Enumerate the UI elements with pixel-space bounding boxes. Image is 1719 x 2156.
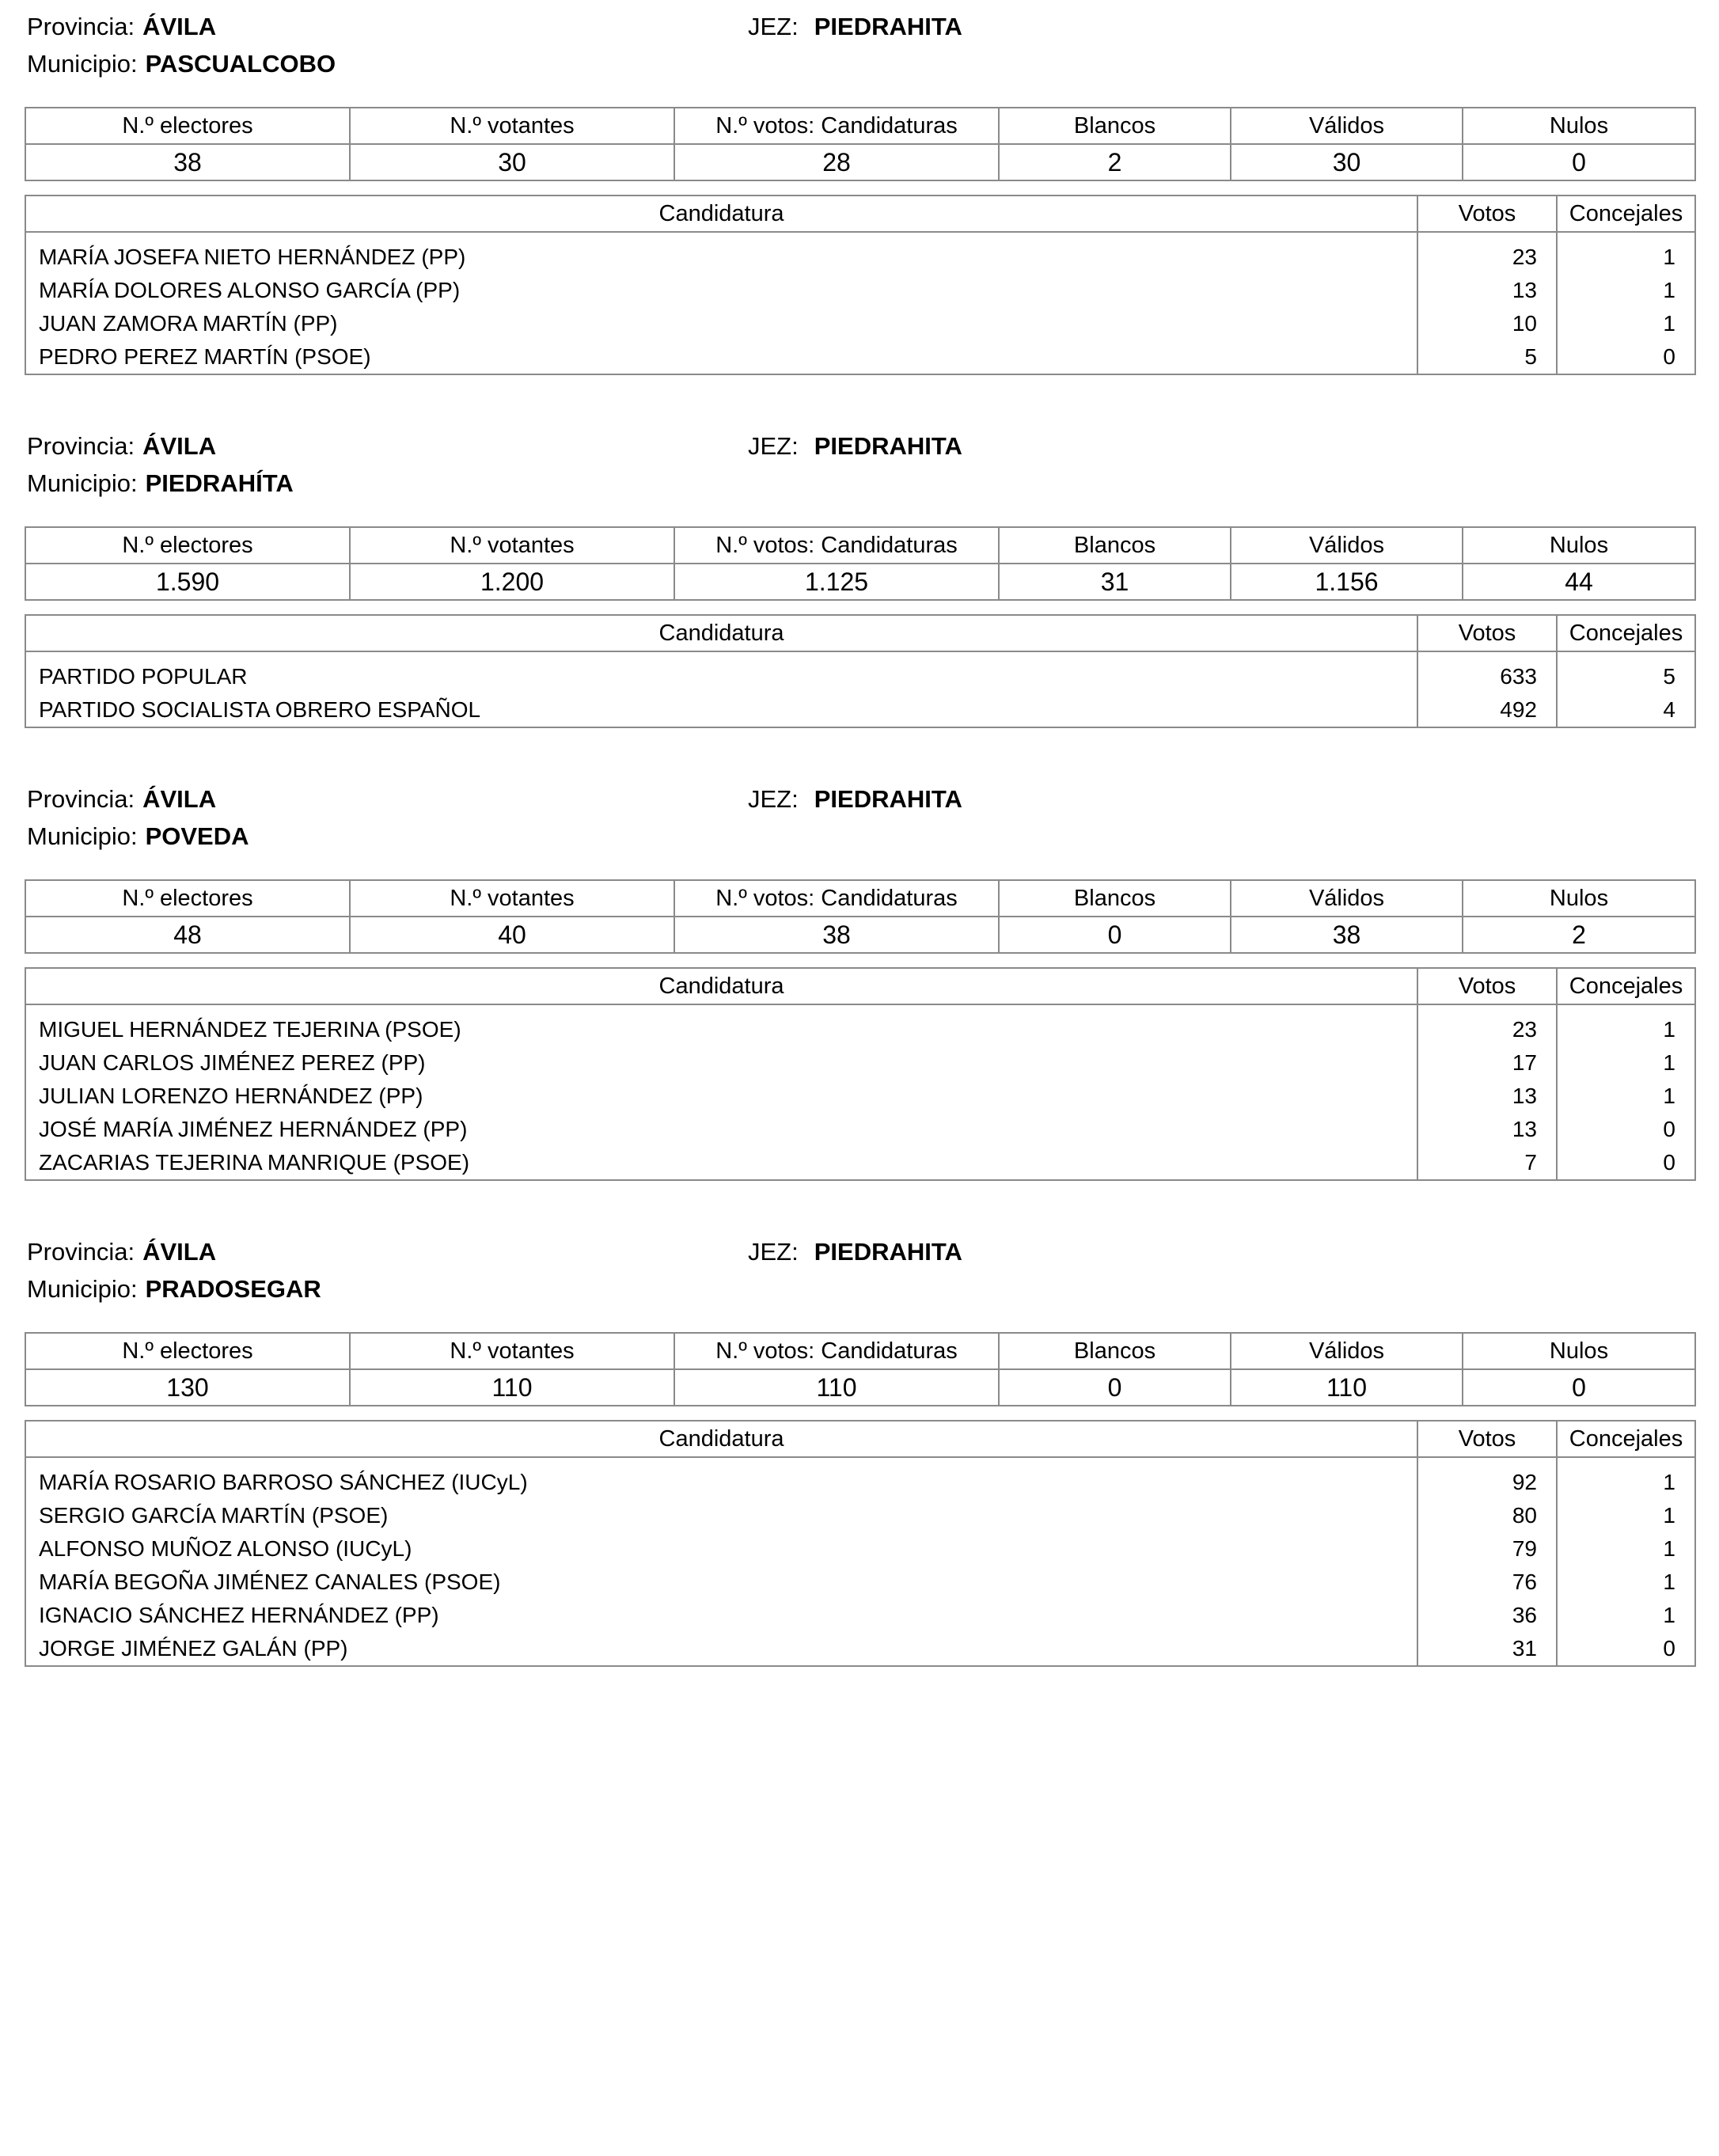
candidate-concejales: 5 xyxy=(1663,664,1675,689)
jez-line xyxy=(748,432,962,461)
candidates-header-row xyxy=(25,615,1695,651)
candidates-table xyxy=(25,1420,1696,1667)
candidate-votos: 23 xyxy=(1512,245,1537,269)
candidate-concejales-column xyxy=(1557,232,1695,374)
municipio-line xyxy=(27,50,336,78)
candidate-concejales: 1 xyxy=(1663,1017,1675,1042)
candidate-concejales: 1 xyxy=(1663,1503,1675,1528)
stats-value-electores: 130 xyxy=(25,1369,350,1406)
candidates-header-row xyxy=(25,1421,1695,1457)
provincia-value: ÁVILA xyxy=(142,1238,217,1266)
candidate-votos-column xyxy=(1417,1004,1557,1180)
stats-table xyxy=(25,1332,1696,1406)
provincia-label: Provincia: xyxy=(27,13,135,40)
stats-value-electores: 1.590 xyxy=(25,564,350,600)
candidate-concejales: 1 xyxy=(1663,1603,1675,1627)
stats-header-votantes: N.º votantes xyxy=(350,1333,674,1369)
stats-value-candidaturas: 28 xyxy=(674,144,999,180)
candidate-name: MIGUEL HERNÁNDEZ TEJERINA (PSOE) xyxy=(39,1017,461,1042)
provincia-line xyxy=(27,13,216,41)
candidatura-header: Candidatura xyxy=(25,195,1417,232)
provincia-line xyxy=(27,432,216,461)
candidate-concejales: 1 xyxy=(1663,278,1675,302)
candidate-concejales-column xyxy=(1557,1457,1695,1666)
candidate-name: SERGIO GARCÍA MARTÍN (PSOE) xyxy=(39,1503,389,1528)
candidate-votos: 5 xyxy=(1524,344,1537,369)
stats-header-row xyxy=(25,108,1695,144)
stats-value-candidaturas: 38 xyxy=(674,917,999,953)
stats-header-row xyxy=(25,880,1695,917)
candidate-names-column xyxy=(25,1004,1417,1180)
stats-value-nulos: 2 xyxy=(1463,917,1695,953)
candidate-votos: 492 xyxy=(1500,697,1537,722)
concejales-header: Concejales xyxy=(1557,968,1695,1004)
candidate-name: PARTIDO POPULAR xyxy=(39,664,248,689)
candidate-name: IGNACIO SÁNCHEZ HERNÁNDEZ (PP) xyxy=(39,1603,439,1627)
votos-header: Votos xyxy=(1417,1421,1557,1457)
stats-value-blancos: 2 xyxy=(999,144,1231,180)
stats-header-row xyxy=(25,527,1695,564)
stats-value-validos: 38 xyxy=(1231,917,1463,953)
candidate-name: MARÍA ROSARIO BARROSO SÁNCHEZ (IUCyL) xyxy=(39,1470,528,1494)
concejales-header: Concejales xyxy=(1557,615,1695,651)
candidate-votos: 13 xyxy=(1512,1084,1537,1108)
stats-header-votantes: N.º votantes xyxy=(350,527,674,564)
candidate-name: MARÍA JOSEFA NIETO HERNÁNDEZ (PP) xyxy=(39,245,466,269)
candidate-concejales: 1 xyxy=(1663,1470,1675,1494)
candidate-names-column xyxy=(25,651,1417,727)
jez-label: JEZ: xyxy=(748,13,799,40)
candidatura-header: Candidatura xyxy=(25,968,1417,1004)
stats-header-row xyxy=(25,1333,1695,1369)
stats-header-blancos: Blancos xyxy=(999,527,1231,564)
stats-header-blancos: Blancos xyxy=(999,880,1231,917)
candidate-votos: 7 xyxy=(1524,1150,1537,1175)
municipio-line xyxy=(27,822,249,851)
candidate-votos: 23 xyxy=(1512,1017,1537,1042)
stats-value-validos: 30 xyxy=(1231,144,1463,180)
stats-header-nulos: Nulos xyxy=(1463,1333,1695,1369)
candidate-votos: 79 xyxy=(1512,1536,1537,1561)
jez-label: JEZ: xyxy=(748,785,799,813)
stats-value-validos: 110 xyxy=(1231,1369,1463,1406)
stats-header-electores: N.º electores xyxy=(25,880,350,917)
candidates-body-row xyxy=(25,232,1695,374)
candidate-concejales-column xyxy=(1557,651,1695,727)
candidate-name: JORGE JIMÉNEZ GALÁN (PP) xyxy=(39,1636,348,1661)
municipio-value: PASCUALCOBO xyxy=(145,50,336,78)
jez-value: PIEDRAHITA xyxy=(814,785,962,813)
votos-header: Votos xyxy=(1417,195,1557,232)
stats-header-votantes: N.º votantes xyxy=(350,108,674,144)
stats-header-electores: N.º electores xyxy=(25,108,350,144)
candidate-concejales: 1 xyxy=(1663,1084,1675,1108)
municipio-label: Municipio: xyxy=(27,50,138,78)
stats-value-blancos: 0 xyxy=(999,1369,1231,1406)
candidate-name: JUAN CARLOS JIMÉNEZ PEREZ (PP) xyxy=(39,1050,426,1075)
candidates-header-row xyxy=(25,195,1695,232)
candidates-table xyxy=(25,614,1696,728)
candidate-concejales: 0 xyxy=(1663,1150,1675,1175)
stats-header-candidaturas-votos: N.º votos: Candidaturas xyxy=(674,1333,999,1369)
stats-value-row xyxy=(25,1369,1695,1406)
stats-header-electores: N.º electores xyxy=(25,1333,350,1369)
stats-header-blancos: Blancos xyxy=(999,1333,1231,1369)
stats-header-votantes: N.º votantes xyxy=(350,880,674,917)
stats-table xyxy=(25,879,1696,954)
candidate-name: JULIAN LORENZO HERNÁNDEZ (PP) xyxy=(39,1084,423,1108)
jez-line xyxy=(748,785,962,814)
candidate-votos: 36 xyxy=(1512,1603,1537,1627)
candidate-names-column xyxy=(25,1457,1417,1666)
stats-header-validos: Válidos xyxy=(1231,880,1463,917)
candidate-names-column xyxy=(25,232,1417,374)
stats-value-row xyxy=(25,564,1695,600)
candidate-concejales: 0 xyxy=(1663,344,1675,369)
stats-header-blancos: Blancos xyxy=(999,108,1231,144)
provincia-label: Provincia: xyxy=(27,432,135,460)
candidate-concejales: 1 xyxy=(1663,1570,1675,1594)
candidate-votos-column xyxy=(1417,232,1557,374)
candidate-name: PARTIDO SOCIALISTA OBRERO ESPAÑOL xyxy=(39,697,481,722)
provincia-value: ÁVILA xyxy=(142,785,217,813)
candidate-concejales: 0 xyxy=(1663,1117,1675,1141)
candidate-name: MARÍA BEGOÑA JIMÉNEZ CANALES (PSOE) xyxy=(39,1570,501,1594)
stats-header-electores: N.º electores xyxy=(25,527,350,564)
jez-value: PIEDRAHITA xyxy=(814,13,962,40)
jez-value: PIEDRAHITA xyxy=(814,1238,962,1266)
stats-value-candidaturas: 1.125 xyxy=(674,564,999,600)
stats-header-nulos: Nulos xyxy=(1463,108,1695,144)
stats-value-blancos: 0 xyxy=(999,917,1231,953)
stats-value-nulos: 0 xyxy=(1463,1369,1695,1406)
stats-table xyxy=(25,107,1696,181)
municipio-label: Municipio: xyxy=(27,1275,138,1303)
candidates-body-row xyxy=(25,1004,1695,1180)
stats-header-nulos: Nulos xyxy=(1463,527,1695,564)
municipio-label: Municipio: xyxy=(27,822,138,850)
provincia-value: ÁVILA xyxy=(142,13,217,40)
candidate-concejales: 0 xyxy=(1663,1636,1675,1661)
candidate-name: PEDRO PEREZ MARTÍN (PSOE) xyxy=(39,344,371,369)
stats-header-validos: Válidos xyxy=(1231,527,1463,564)
provincia-line xyxy=(27,1238,216,1266)
stats-header-validos: Válidos xyxy=(1231,108,1463,144)
municipio-value: POVEDA xyxy=(145,822,249,850)
votos-header: Votos xyxy=(1417,615,1557,651)
concejales-header: Concejales xyxy=(1557,195,1695,232)
jez-line xyxy=(748,1238,962,1266)
candidate-name: MARÍA DOLORES ALONSO GARCÍA (PP) xyxy=(39,278,461,302)
municipio-line xyxy=(27,1275,321,1304)
provincia-value: ÁVILA xyxy=(142,432,217,460)
candidate-concejales-column xyxy=(1557,1004,1695,1180)
stats-header-nulos: Nulos xyxy=(1463,880,1695,917)
candidate-concejales: 1 xyxy=(1663,1536,1675,1561)
stats-value-nulos: 0 xyxy=(1463,144,1695,180)
stats-value-votantes: 40 xyxy=(350,917,674,953)
municipio-value: PIEDRAHÍTA xyxy=(145,469,294,497)
candidate-votos: 13 xyxy=(1512,1117,1537,1141)
candidatura-header: Candidatura xyxy=(25,1421,1417,1457)
candidate-concejales: 1 xyxy=(1663,245,1675,269)
jez-label: JEZ: xyxy=(748,1238,799,1266)
candidate-votos-column xyxy=(1417,1457,1557,1666)
candidate-votos: 17 xyxy=(1512,1050,1537,1075)
municipio-value: PRADOSEGAR xyxy=(145,1275,321,1303)
candidate-name: ALFONSO MUÑOZ ALONSO (IUCyL) xyxy=(39,1536,412,1561)
candidate-name: JUAN ZAMORA MARTÍN (PP) xyxy=(39,311,338,336)
candidate-votos: 31 xyxy=(1512,1636,1537,1661)
candidate-votos: 76 xyxy=(1512,1570,1537,1594)
jez-label: JEZ: xyxy=(748,432,799,460)
candidate-votos: 10 xyxy=(1512,311,1537,336)
stats-value-candidaturas: 110 xyxy=(674,1369,999,1406)
stats-value-validos: 1.156 xyxy=(1231,564,1463,600)
stats-header-candidaturas-votos: N.º votos: Candidaturas xyxy=(674,880,999,917)
candidate-name: JOSÉ MARÍA JIMÉNEZ HERNÁNDEZ (PP) xyxy=(39,1117,468,1141)
candidate-concejales: 1 xyxy=(1663,1050,1675,1075)
candidate-votos: 80 xyxy=(1512,1503,1537,1528)
provincia-label: Provincia: xyxy=(27,785,135,813)
candidate-name: ZACARIAS TEJERINA MANRIQUE (PSOE) xyxy=(39,1150,470,1175)
stats-value-votantes: 1.200 xyxy=(350,564,674,600)
provincia-label: Provincia: xyxy=(27,1238,135,1266)
candidate-concejales: 4 xyxy=(1663,697,1675,722)
stats-value-electores: 48 xyxy=(25,917,350,953)
candidate-votos: 13 xyxy=(1512,278,1537,302)
stats-header-candidaturas-votos: N.º votos: Candidaturas xyxy=(674,108,999,144)
candidate-votos-column xyxy=(1417,651,1557,727)
candidates-header-row xyxy=(25,968,1695,1004)
stats-value-votantes: 110 xyxy=(350,1369,674,1406)
stats-value-row xyxy=(25,917,1695,953)
municipio-line xyxy=(27,469,294,498)
stats-value-electores: 38 xyxy=(25,144,350,180)
stats-header-candidaturas-votos: N.º votos: Candidaturas xyxy=(674,527,999,564)
candidate-votos: 633 xyxy=(1500,664,1537,689)
stats-table xyxy=(25,526,1696,601)
stats-value-blancos: 31 xyxy=(999,564,1231,600)
stats-header-validos: Válidos xyxy=(1231,1333,1463,1369)
jez-value: PIEDRAHITA xyxy=(814,432,962,460)
candidate-concejales: 1 xyxy=(1663,311,1675,336)
candidates-table xyxy=(25,967,1696,1181)
candidatura-header: Candidatura xyxy=(25,615,1417,651)
candidate-votos: 92 xyxy=(1512,1470,1537,1494)
candidates-body-row xyxy=(25,1457,1695,1666)
stats-value-row xyxy=(25,144,1695,180)
candidates-table xyxy=(25,195,1696,375)
municipio-label: Municipio: xyxy=(27,469,138,497)
provincia-line xyxy=(27,785,216,814)
jez-line xyxy=(748,13,962,41)
candidates-body-row xyxy=(25,651,1695,727)
stats-value-nulos: 44 xyxy=(1463,564,1695,600)
votos-header: Votos xyxy=(1417,968,1557,1004)
concejales-header: Concejales xyxy=(1557,1421,1695,1457)
stats-value-votantes: 30 xyxy=(350,144,674,180)
